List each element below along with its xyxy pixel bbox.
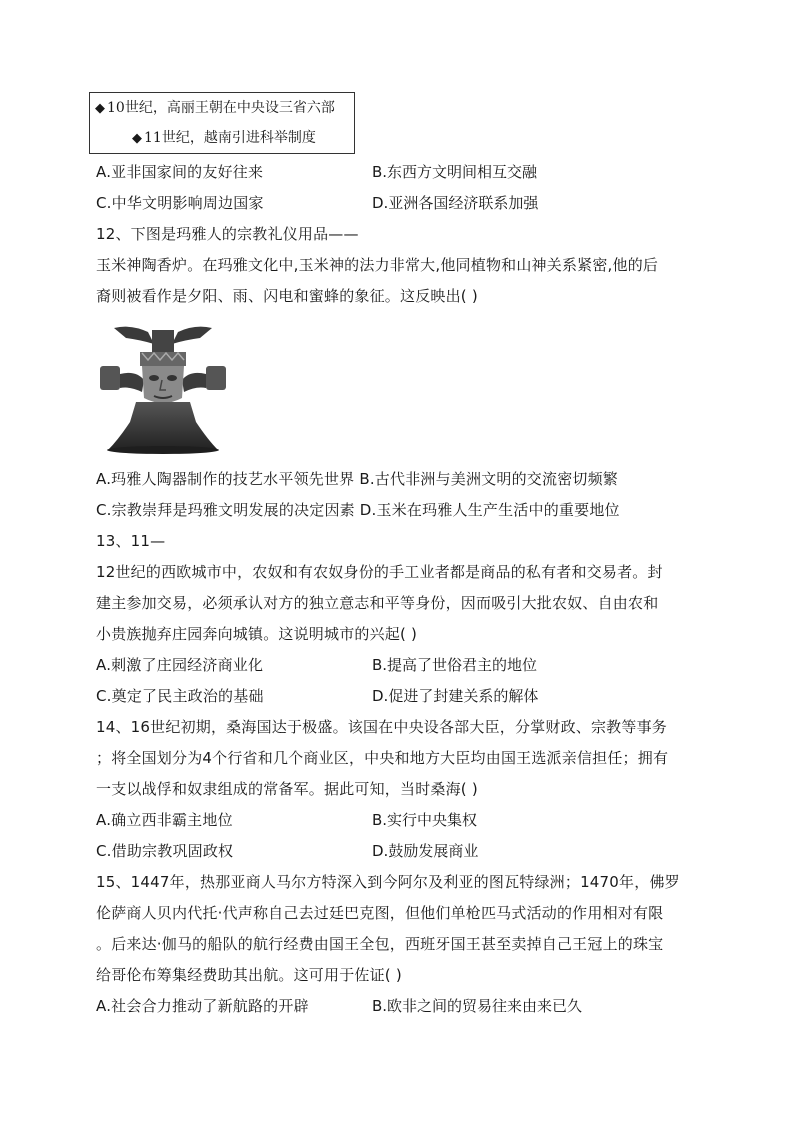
maize-god-incense-burner-figure xyxy=(96,322,230,454)
q14-option-a: A.确立西非霸主地位 xyxy=(96,811,233,829)
quote-box xyxy=(89,92,355,154)
q13-option-a: A.刺激了庄园经济商业化 xyxy=(96,656,264,674)
quote-text-2: 11世纪，越南引进科举制度 xyxy=(144,130,316,146)
q12-options-cd: C.宗教崇拜是玛雅文明发展的决定因素 D.玉米在玛雅人生产生活中的重要地位 xyxy=(96,501,620,519)
quote-text-1: 10世纪，高丽王朝在中央设三省六部 xyxy=(107,100,335,116)
q13-option-d: D.促进了封建关系的解体 xyxy=(372,687,539,705)
q11-option-c: C.中华文明影响周边国家 xyxy=(96,194,264,212)
quote-line-1 xyxy=(95,97,335,120)
diamond-bullet-icon: ◆ xyxy=(95,101,105,116)
q13-stem-line-3: 建主参加交易，必须承认对方的独立意志和平等身份，因而吸引大批农奴、自由农和 xyxy=(96,594,659,612)
q13-stem-line-2: 12世纪的西欧城市中，农奴和有农奴身份的手工业者都是商品的私有者和交易者。封 xyxy=(96,563,663,581)
q12-stem-line-1: 12、下图是玛雅人的宗教礼仪用品—— xyxy=(96,225,359,243)
q13-stem-line-1: 13、11— xyxy=(96,532,166,550)
q15-option-b: B.欧非之间的贸易往来由来已久 xyxy=(372,997,583,1015)
q15-stem-line-2: 伦萨商人贝内代托·代声称自己去过廷巴克图，但他们单枪匹马式活动的作用相对有限 xyxy=(96,904,664,922)
q14-stem-line-2: ；将全国划分为4个行省和几个商业区，中央和地方大臣均由国王选派亲信担任；拥有 xyxy=(96,749,669,767)
q15-stem-line-4: 给哥伦布筹集经费助其出航。这可用于佐证( ) xyxy=(96,966,402,984)
q15-option-a: A.社会合力推动了新航路的开辟 xyxy=(96,997,309,1015)
q12-stem-line-3: 裔则被看作是夕阳、雨、闪电和蜜蜂的象征。这反映出( ) xyxy=(96,287,478,305)
diamond-bullet-icon: ◆ xyxy=(132,131,142,146)
q13-option-c: C.奠定了民主政治的基础 xyxy=(96,687,264,705)
q14-option-b: B.实行中央集权 xyxy=(372,811,478,829)
q14-stem-line-1: 14、16世纪初期，桑海国达于极盛。该国在中央设各部大臣，分掌财政、宗教等事务 xyxy=(96,718,667,736)
q15-stem-line-3: 。后来达·伽马的船队的航行经费由国王全包，西班牙国王甚至卖掉自己王冠上的珠宝 xyxy=(96,935,664,953)
q13-option-b: B.提高了世俗君主的地位 xyxy=(372,656,538,674)
q11-option-b: B.东西方文明间相互交融 xyxy=(372,163,538,181)
q14-option-c: C.借助宗教巩固政权 xyxy=(96,842,234,860)
q11-option-d: D.亚洲各国经济联系加强 xyxy=(372,194,539,212)
q12-options-ab: A.玛雅人陶器制作的技艺水平领先世界 B.古代非洲与美洲文明的交流密切频繁 xyxy=(96,470,618,488)
q14-stem-line-3: 一支以战俘和奴隶组成的常备军。据此可知，当时桑海( ) xyxy=(96,780,478,798)
q14-option-d: D.鼓励发展商业 xyxy=(372,842,479,860)
q13-stem-line-4: 小贵族抛弃庄园奔向城镇。这说明城市的兴起( ) xyxy=(96,625,418,643)
q12-stem-line-2: 玉米神陶香炉。在玛雅文化中,玉米神的法力非常大,他同植物和山神关系紧密,他的后 xyxy=(96,256,659,274)
q15-stem-line-1: 15、1447年，热那亚商人马尔方特深入到今阿尔及利亚的图瓦特绿洲；1470年，佛罗 xyxy=(96,873,680,891)
q11-option-a: A.亚非国家间的友好往来 xyxy=(96,163,264,181)
quote-line-2 xyxy=(132,127,316,150)
